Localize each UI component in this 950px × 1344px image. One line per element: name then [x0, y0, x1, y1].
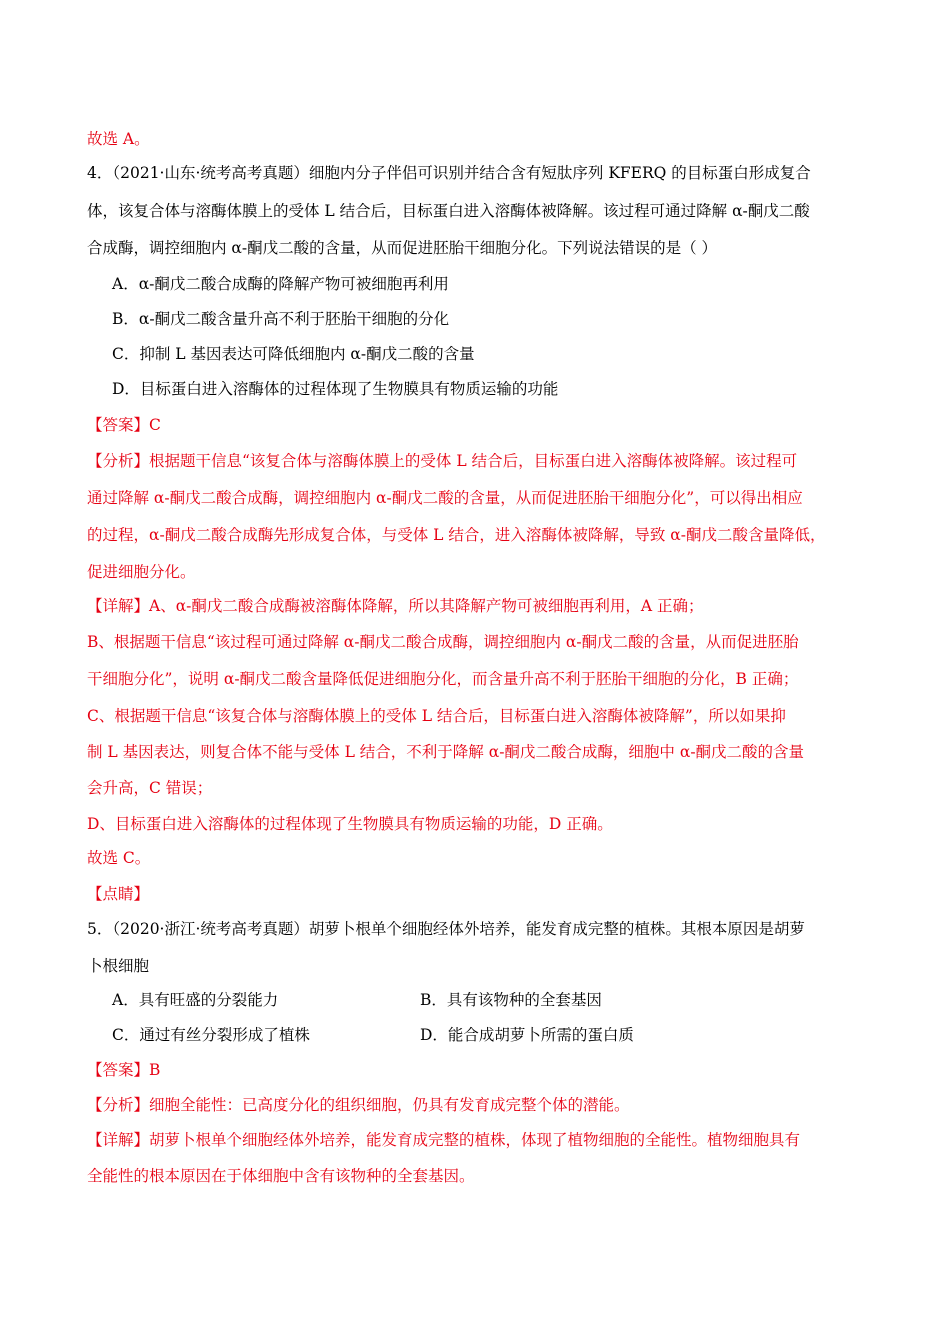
q4-detail-line-1: 【详解】A、α-酮戊二酸合成酶被溶酶体降解，所以其降解产物可被细胞再利用，A 正确； — [87, 597, 704, 615]
q4-detail-line-7: D、目标蛋白进入溶酶体的过程体现了生物膜具有物质运输的功能，D 正确。 — [87, 815, 613, 833]
q5-detail-line-1: 【详解】胡萝卜根单个细胞经体外培养，能发育成完整的植株，体现了植物细胞的全能性。植物细胞具有 — [87, 1131, 801, 1149]
q4-analysis-line-4: 促进细胞分化。 — [87, 563, 196, 581]
q4-analysis-line-2: 通过降解 α-酮戊二酸合成酶，调控细胞内 α-酮戊二酸的含量，从而促进胚胎干细胞分化”，可以得出相应 — [87, 489, 803, 507]
q5-option-a: A．具有旺盛的分裂能力 — [112, 991, 279, 1009]
q4-detail-line-5: 制 L 基因表达，则复合体不能与受体 L 结合，不利于降解 α-酮戊二酸合成酶，细胞中 α-酮戊二酸的含量 — [87, 743, 805, 761]
q5-stem-line-2: 卜根细胞 — [87, 957, 150, 975]
q5-analysis: 【分析】细胞全能性：已高度分化的组织细胞，仍具有发育成完整个体的潜能。 — [87, 1096, 630, 1114]
q4-option-a: A．α-酮戊二酸合成酶的降解产物可被细胞再利用 — [112, 275, 449, 293]
q4-analysis-line-1: 【分析】根据题干信息“该复合体与溶酶体膜上的受体 L 结合后，目标蛋白进入溶酶体被降解。该过程可 — [87, 452, 798, 470]
q4-stem-line-1: 4．（2021·山东·统考高考真题）细胞内分子伴侣可识别并结合含有短肽序列 KFERQ 的目标蛋白形成复合 — [87, 164, 811, 182]
q5-detail-line-2: 全能性的根本原因在于体细胞中含有该物种的全套基因。 — [87, 1167, 475, 1185]
q4-detail-line-6: 会升高，C 错误； — [87, 779, 213, 797]
q4-comment: 【点睛】 — [87, 885, 150, 903]
q4-analysis-line-3: 的过程，α-酮戊二酸合成酶先形成复合体，与受体 L 结合，进入溶酶体被降解，导致 α-酮戊二酸含量降低， — [87, 526, 826, 544]
q5-stem-line-1: 5．（2020·浙江·统考高考真题）胡萝卜根单个细胞经体外培养，能发育成完整的植株。其根本原因是胡萝 — [87, 920, 805, 938]
q5-option-c: C．通过有丝分裂形成了植株 — [112, 1026, 310, 1044]
q5-option-b: B．具有该物种的全套基因 — [420, 991, 602, 1009]
q4-option-c: C．抑制 L 基因表达可降低细胞内 α-酮戊二酸的含量 — [112, 345, 475, 363]
q4-stem-line-2: 体，该复合体与溶酶体膜上的受体 L 结合后，目标蛋白进入溶酶体被降解。该过程可通过降解 α-酮戊二酸 — [87, 202, 810, 220]
q5-answer: 【答案】B — [87, 1061, 161, 1079]
q3-conclusion: 故选 A。 — [87, 130, 150, 148]
q4-option-d: D．目标蛋白进入溶酶体的过程体现了生物膜具有物质运输的功能 — [112, 380, 559, 398]
q5-option-d: D．能合成胡萝卜所需的蛋白质 — [420, 1026, 634, 1044]
q4-detail-line-2: B、根据题干信息“该过程可通过降解 α-酮戊二酸合成酶，调控细胞内 α-酮戊二酸的含量，从而促进胚胎 — [87, 633, 799, 651]
q4-stem-line-3: 合成酶，调控细胞内 α-酮戊二酸的含量，从而促进胚胎干细胞分化。下列说法错误的是（ ） — [87, 239, 718, 257]
q4-detail-line-4: C、根据题干信息“该复合体与溶酶体膜上的受体 L 结合后，目标蛋白进入溶酶体被降解”，所以如果抑 — [87, 707, 786, 725]
q4-conclusion: 故选 C。 — [87, 849, 151, 867]
q4-option-b: B．α-酮戊二酸含量升高不利于胚胎干细胞的分化 — [112, 310, 450, 328]
q4-detail-line-3: 干细胞分化”，说明 α-酮戊二酸含量降低促进细胞分化，而含量升高不利于胚胎干细胞的分化，B 正确； — [87, 670, 799, 688]
q4-answer: 【答案】C — [87, 416, 161, 434]
